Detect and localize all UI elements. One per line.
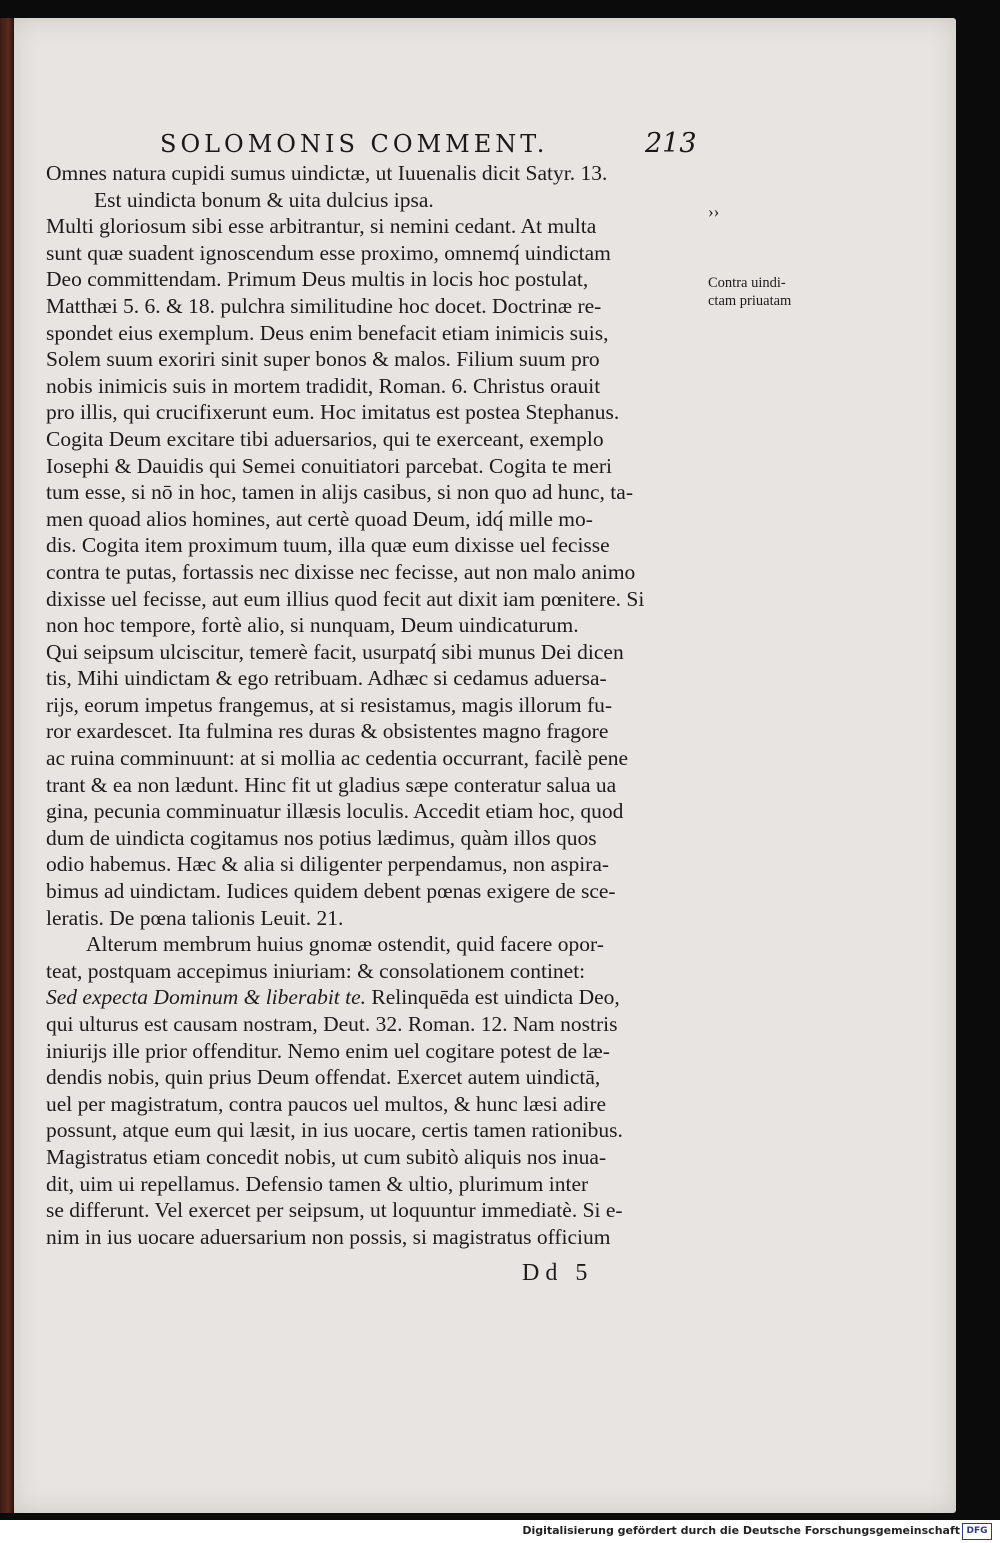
text-line: Qui seipsum ulciscitur, temerè facit, usurpatq́ sibi munus Dei dicen	[46, 639, 624, 664]
text-line: nobis inimicis suis in mortem tradidit, Roman. 6. Christus orauit	[46, 373, 601, 398]
text-line: Deo committendam. Primum Deus multis in locis hoc postulat,	[46, 267, 589, 292]
text-line: Est uindicta bonum & uita dulcius ipsa.	[94, 187, 434, 212]
text-line: trant & ea non lædunt. Hinc fit ut gladius sæpe conteratur salua ua	[46, 772, 617, 797]
funding-credit: Digitalisierung gefördert durch die Deutsche Forschungsgemeinschaft	[522, 1524, 960, 1537]
text-line: Iosephi & Dauidis qui Semei conuitiatori parcebat. Cogita te meri	[46, 453, 613, 478]
text-line: ror exardescet. Ita fulmina res duras & obsistentes magno fragore	[46, 719, 609, 744]
text-line-rest: Relinquēda est uindicta Deo,	[366, 985, 620, 1010]
text-line: iniurijs ille prior offenditur. Nemo enim uel cogitare potest de læ-	[46, 1038, 610, 1063]
text-line: ac ruina comminuunt: at si mollia ac cedentia occurrant, facilè pene	[46, 746, 629, 771]
text-line: dum de uindicta cogitamus nos potius lædimus, quàm illos quos	[46, 825, 597, 850]
text-line: non hoc tempore, fortè alio, si nunquam, Deum uindicaturum.	[46, 613, 579, 638]
text-line: Multi gloriosum sibi esse arbitrantur, si nemini cedant. At multa	[46, 214, 597, 239]
text-line: odio habemus. Hæc & alia si diligenter perpendamus, non aspira-	[46, 852, 610, 877]
margin-note	[708, 274, 820, 310]
text-line: Alterum membrum huius gnomæ ostendit, quid facere opor-	[86, 932, 604, 957]
text-line: uel per magistratum, contra paucos uel multos, & hunc læsi adire	[46, 1091, 607, 1116]
text-line: Omnes natura cupidi sumus uindictæ, ut Iuuenalis dicit Satyr. 13.	[46, 161, 608, 185]
text-line: teat, postquam accepimus iniuriam: & consolationem continet:	[46, 958, 586, 983]
text-line: contra te putas, fortassis nec dixisse nec fecisse, aut non malo animo	[46, 559, 636, 584]
book-spine-edge	[0, 18, 14, 1513]
text-line: pro illis, qui crucifixerunt eum. Hoc imitatus est postea Stephanus.	[46, 400, 620, 425]
text-line: gina, pecunia comminuatur illæsis loculis. Accedit etiam hoc, quod	[46, 799, 624, 824]
text-line: possunt, atque eum qui læsit, in ius uocare, certis tamen rationibus.	[46, 1118, 623, 1143]
dfg-logo-icon: DFG	[962, 1523, 992, 1540]
text-line: dendis nobis, quin prius Deum offendat. Exercet autem uindictā,	[46, 1065, 601, 1090]
scripture-quote: Sed expecta Dominum & liberabit te.	[46, 985, 367, 1010]
running-header	[160, 128, 720, 164]
text-line: bimus ad uindictam. Iudices quidem debent pœnas exigere de sce-	[46, 879, 616, 904]
running-title: SOLOMONIS COMMENT.	[160, 130, 549, 158]
text-line: spondet eius exemplum. Deus enim benefacit etiam inimicis suis,	[46, 320, 609, 345]
margin-quote-mark: ››	[708, 202, 720, 221]
text-line: se differunt. Vel exercet per seipsum, ut loquuntur immediatè. Si e-	[46, 1198, 623, 1223]
text-line: tis, Mihi uindictam & ego retribuam. Adhæc si cedamus aduersa-	[46, 666, 607, 691]
text-line: sunt quæ suadent ignoscendum esse proximo, omnemq́ uindictam	[46, 240, 611, 265]
margin-note-line: ctam priuatam	[708, 293, 792, 309]
page-number: 213	[645, 128, 697, 159]
text-line: men quoad alios homines, aut certè quoad Deum, idq́ mille mo-	[46, 506, 593, 531]
text-line: Cogita Deum excitare tibi aduersarios, qui te exerceant, exemplo	[46, 426, 604, 451]
text-line	[46, 984, 706, 1011]
main-text-block	[46, 160, 706, 1250]
text-line: rijs, eorum impetus frangemus, at si resistamus, magis illorum fu-	[46, 692, 613, 717]
text-line: dit, uim ui repellamus. Defensio tamen & ultio, plurimum inter	[46, 1171, 589, 1196]
text-line: tum esse, si nō in hoc, tamen in alijs casibus, si non quo ad hunc, ta-	[46, 480, 633, 505]
text-line: Magistratus etiam concedit nobis, ut cum subitò aliquis nos inua-	[46, 1144, 607, 1169]
text-line: Solem suum exoriri sinit super bonos & malos. Filium suum pro	[46, 347, 600, 372]
text-line: Matthæi 5. 6. & 18. pulchra similitudine hoc docet. Doctrinæ re-	[46, 293, 602, 318]
text-line: qui ulturus est causam nostram, Deut. 32. Roman. 12. Nam nostris	[46, 1012, 618, 1036]
signature-mark: Dd 5	[522, 1260, 594, 1286]
text-line: dis. Cogita item proximum tuum, illa quæ eum dixisse uel fecisse	[46, 533, 610, 558]
text-line: leratis. De pœna talionis Leuit. 21.	[46, 905, 344, 930]
footer-bar	[0, 1520, 1000, 1543]
margin-note-line: Contra uindi-	[708, 275, 786, 291]
text-line: dixisse uel fecisse, aut eum illius quod fecit aut dixit iam pœnitere. Si	[46, 586, 645, 611]
text-line: nim in ius uocare aduersarium non possis, si magistratus officium	[46, 1224, 611, 1249]
